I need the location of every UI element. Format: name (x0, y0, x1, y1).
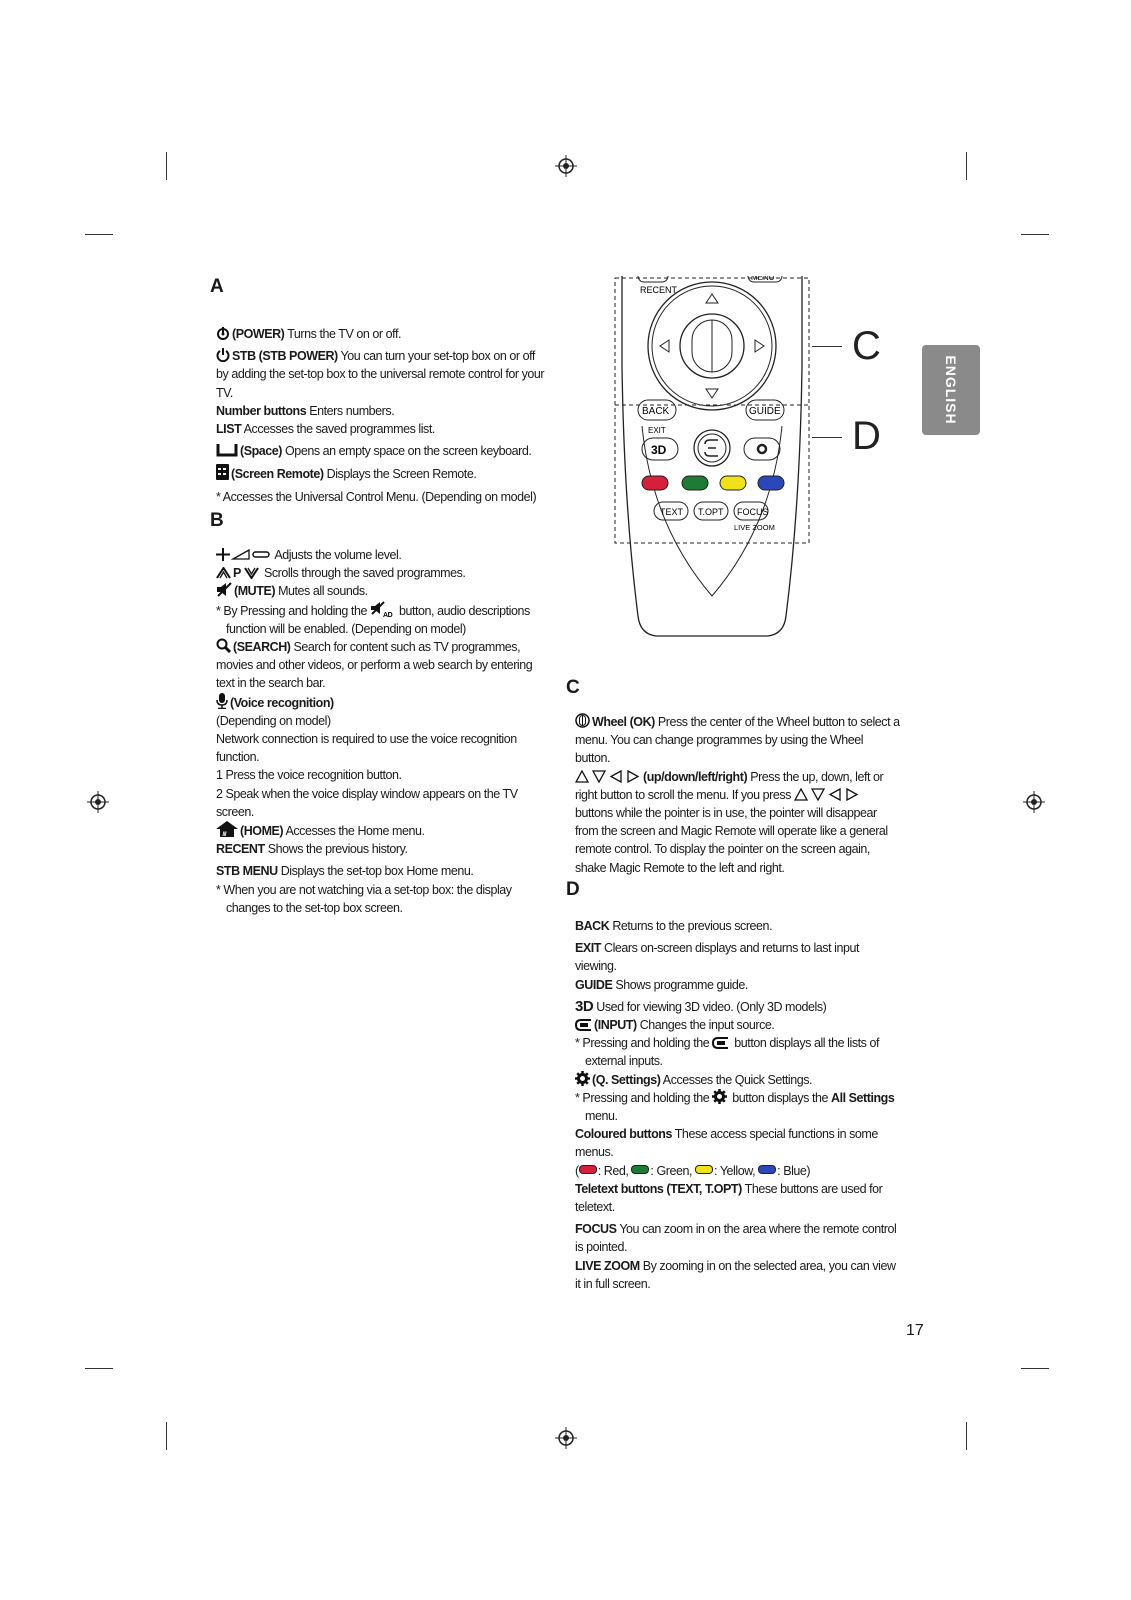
input-note-start: * Pressing and holding the (575, 1036, 713, 1051)
focus-button-label: FOCUS (737, 507, 769, 517)
guide-button-label: GUIDE (749, 406, 781, 417)
menu-button-label: MENU (751, 276, 775, 282)
mute-label: (MUTE) (234, 584, 276, 599)
home-label: (HOME) (240, 824, 284, 839)
section-c-text (575, 713, 900, 877)
input-note-end: button displays all the lists of external inputs. (585, 1036, 880, 1069)
back-text: Returns to the previous screen. (609, 919, 773, 933)
back-label: BACK (575, 919, 610, 933)
programme-text: Scrolls through the saved programmes. (260, 566, 466, 581)
crop-mark (966, 1422, 967, 1450)
blue-text: : Blue) (777, 1163, 811, 1178)
space-text: Opens an empty space on the screen keyboard. (282, 444, 532, 459)
section-heading-d: D (566, 879, 580, 900)
input-icon (575, 1019, 592, 1031)
arrows-label: (up/down/left/right) (643, 769, 748, 784)
crop-mark (966, 152, 967, 180)
registration-mark-icon (555, 155, 577, 177)
teletext-label: Teletext buttons (TEXT, T.OPT) (575, 1181, 742, 1196)
language-label: ENGLISH (943, 355, 959, 425)
arrows-text-end: buttons while the pointer is in use, the pointer will disappear from the screen and Magic Remote will operate like a general remote control. To display the pointer on the screen again, shake Magic Remote to the left and right. (575, 806, 888, 875)
crop-mark (85, 234, 113, 235)
gear-icon (575, 1071, 590, 1086)
programme-label: P (233, 566, 241, 581)
mute-note-start: * By Pressing and holding the (216, 603, 370, 618)
recent-text: Shows the previous history. (264, 842, 408, 857)
wheel-label: Wheel (OK) (592, 715, 655, 729)
gear-icon (712, 1089, 727, 1104)
exit-label: EXIT (648, 426, 666, 435)
volume-text: Adjusts the volume level. (272, 548, 402, 562)
power-label: (POWER) (232, 327, 285, 341)
section-heading-b: B (210, 510, 224, 531)
colour-open-paren: ( (575, 1163, 579, 1178)
crop-mark (166, 1422, 167, 1450)
mute-text: Mutes all sounds. (275, 584, 368, 599)
wheel-icon (575, 713, 590, 728)
space-icon (216, 444, 238, 457)
callout-line (812, 346, 842, 347)
recent-label: RECENT (216, 842, 265, 857)
arrows-text-start: Press the up, down, left or right button to scroll the menu. If you press (575, 769, 884, 802)
mute-ad-icon (370, 601, 394, 617)
remote-illustration (612, 276, 812, 642)
wheel-text: Press the center of the Wheel button to select a menu. You can change programmes by using the Wheel button. (575, 715, 900, 766)
microphone-icon (216, 693, 228, 709)
coloured-buttons-label: Coloured buttons (575, 1127, 672, 1142)
voice-step-2: 2 Speak when the voice display window appears on the TV screen. (216, 786, 518, 819)
live-zoom-text: By zooming in on the selected area, you can view it in full screen. (575, 1258, 896, 1291)
home-text: Accesses the Home menu. (283, 824, 425, 839)
red-button-icon (579, 1165, 597, 1174)
text-button-label: TEXT (660, 507, 684, 517)
three-d-label: 3D (575, 997, 594, 1015)
green-button-icon (631, 1165, 649, 1174)
screen-remote-text: Displays the Screen Remote. (323, 467, 477, 482)
quick-settings-note-start: * Pressing and holding the (575, 1090, 713, 1105)
svg-text:///: /// (222, 832, 227, 838)
mute-icon (216, 582, 232, 597)
screen-remote-icon (216, 464, 229, 480)
search-label: (SEARCH) (233, 640, 291, 655)
screen-remote-label: (Screen Remote) (231, 467, 324, 482)
page-number: 17 (906, 1322, 924, 1339)
crop-mark (1021, 234, 1049, 235)
section-heading-a: A (210, 276, 224, 297)
power-icon (216, 326, 230, 340)
stb-menu-label: STB MENU (216, 864, 278, 879)
home-icon (216, 821, 238, 837)
crop-mark (85, 1368, 113, 1369)
volume-icon (216, 548, 270, 561)
section-heading-c: C (566, 677, 580, 698)
voice-step-1: 1 Press the voice recognition button. (216, 768, 402, 783)
teletext-text: These buttons are used for teletext. (575, 1181, 883, 1215)
voice-recognition-label: (Voice recognition) (230, 695, 334, 710)
live-zoom-text-label: LIVE ZOOM (575, 1258, 640, 1273)
quick-settings-note-end: menu. (585, 1109, 618, 1124)
input-icon (712, 1037, 729, 1049)
all-settings-label: All Settings (831, 1090, 895, 1105)
registration-mark-icon (87, 791, 109, 813)
number-buttons-text: Enters numbers. (306, 403, 395, 418)
voice-network-note: Network connection is required to use the voice recognition function. (216, 732, 517, 765)
search-text: Search for content such as TV programmes, movies and other videos, or perform a web search by entering text in the search bar. (216, 640, 533, 691)
section-d-text (575, 917, 900, 1293)
quick-settings-note-mid: button displays the (729, 1090, 831, 1105)
back-button-label: BACK (642, 406, 670, 417)
exit-text: Clears on-screen displays and returns to last input viewing. (575, 941, 859, 974)
three-d-text: Used for viewing 3D video. (Only 3D models) (593, 999, 827, 1014)
arrow-keys-icon (794, 788, 860, 801)
power-text: Turns the TV on or off. (284, 327, 401, 341)
coloured-buttons-text: These access special functions in some menus. (575, 1127, 878, 1160)
focus-text: You can zoom in on the area where the remote control is pointed. (575, 1222, 897, 1255)
recent-button-label: RECENT (640, 285, 678, 295)
guide-label: GUIDE (575, 977, 613, 992)
crop-mark (166, 152, 167, 180)
exit-text-label: EXIT (575, 941, 601, 956)
programme-up-icon (216, 567, 231, 579)
live-zoom-label: LIVE ZOOM (734, 523, 775, 532)
arrow-keys-icon (575, 770, 641, 783)
topt-button-label: T.OPT (698, 507, 724, 517)
three-d-button-label: 3D (651, 443, 667, 457)
universal-control-note: * Accesses the Universal Control Menu. (Depending on model) (216, 489, 537, 504)
crop-mark (1021, 1368, 1049, 1369)
quick-settings-text: Accesses the Quick Settings. (660, 1072, 813, 1087)
section-a-text (216, 325, 546, 506)
red-text: : Red, (597, 1163, 632, 1178)
stb-menu-text: Displays the set-top box Home menu. (277, 864, 474, 879)
list-label: LIST (216, 422, 242, 437)
stb-power-text: You can turn your set-top box on or off by adding the set-top box to the universal remote control for your TV. (216, 349, 545, 400)
list-text: Accesses the saved programmes list. (241, 422, 435, 437)
callout-d: D (852, 414, 881, 458)
search-icon (216, 638, 231, 653)
blue-button-icon (758, 1165, 776, 1174)
quick-settings-label: (Q. Settings) (592, 1072, 661, 1087)
programme-down-icon (244, 567, 259, 579)
yellow-button-icon (695, 1165, 713, 1174)
yellow-text: : Yellow, (714, 1163, 759, 1178)
svg-text:AD: AD (382, 611, 393, 617)
green-text: : Green, (650, 1163, 695, 1178)
stb-menu-note: * When you are not watching via a set-top box: the display changes to the set-top box screen. (216, 882, 512, 915)
callout-line (812, 437, 842, 438)
language-tab (922, 345, 980, 435)
mute-note-end: button, audio descriptions function will be enabled. (Depending on model) (226, 603, 530, 636)
section-b-text (216, 546, 546, 917)
stb-power-label: STB (STB POWER) (232, 349, 338, 364)
number-buttons-label: Number buttons (216, 403, 307, 418)
voice-depending-note: (Depending on model) (216, 713, 331, 728)
registration-mark-icon (555, 1427, 577, 1449)
registration-mark-icon (1023, 791, 1045, 813)
input-label: (INPUT) (594, 1018, 637, 1033)
focus-label: FOCUS (575, 1222, 617, 1237)
space-label: (Space) (240, 444, 283, 459)
input-text: Changes the input source. (636, 1018, 775, 1033)
power-icon (216, 348, 230, 362)
guide-text: Shows programme guide. (612, 977, 748, 992)
callout-c: C (852, 324, 881, 368)
